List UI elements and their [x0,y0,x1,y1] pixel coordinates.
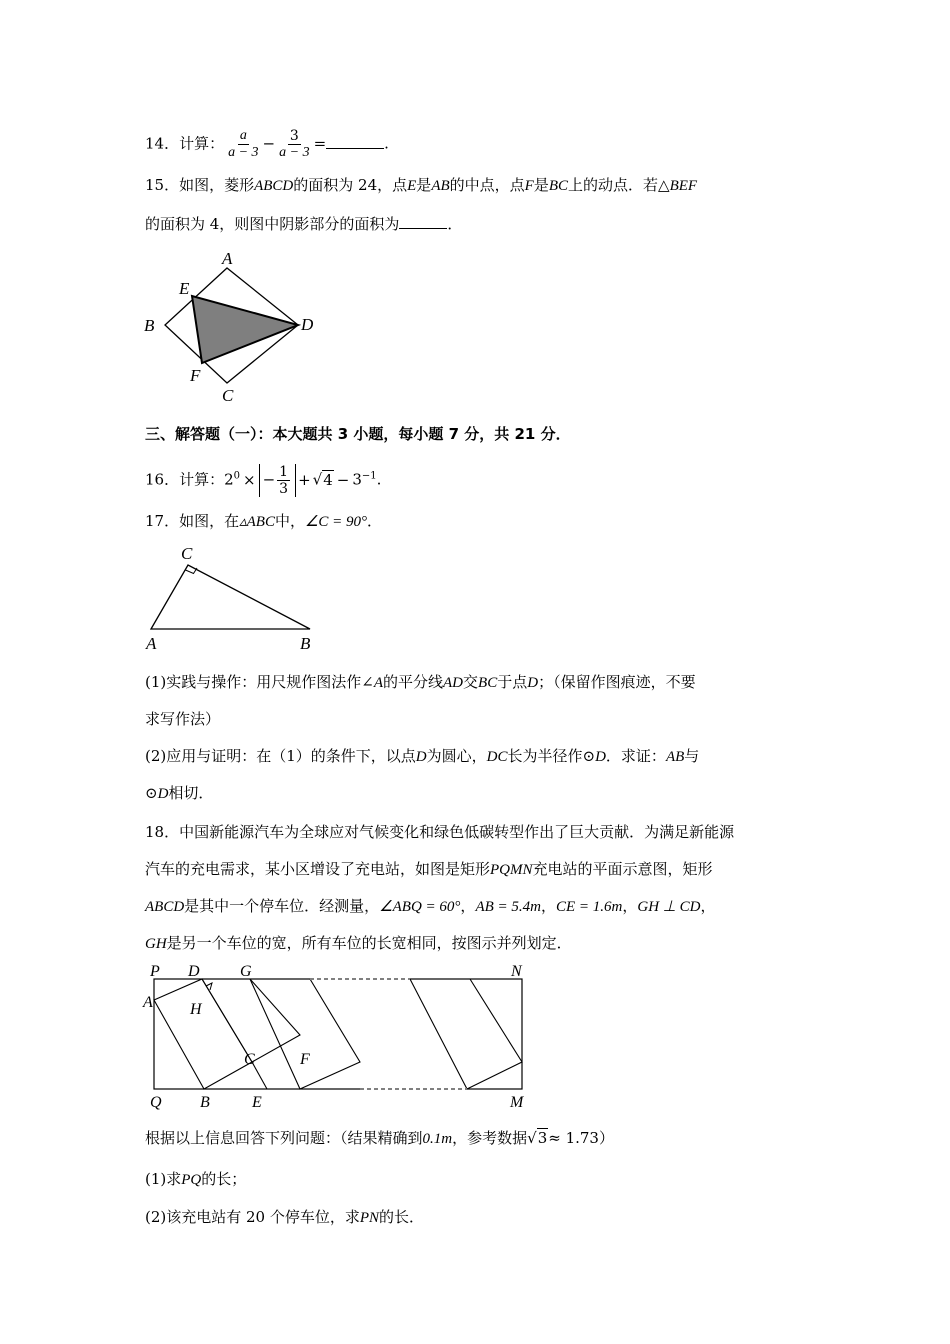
q14-fraction-1: $\frac{a}{a - 3}$ [228,128,259,160]
label-P: P [150,963,160,980]
label-C: C [244,1051,255,1068]
label-C: C [222,386,234,405]
q18-info-line: 根据以上信息回答下列问题：（结果精确到0.1m，参考数据√3≈ 1.73） [145,1129,614,1147]
label-M: M [510,1094,524,1110]
q17-line: 17．如图，在▵ABC中，∠C = 90°． [145,512,383,530]
q17-part1-line-1: (1)实践与操作：用尺规作图法作∠A的平分线AD交BC于点D；（保留作图痕迹，不要 [145,673,696,691]
q15-answer-blank [399,214,447,229]
q14-fraction-2: $\frac{3}{a - 3}$ [279,128,310,160]
label-Q: Q [150,1094,162,1110]
q16-line: 16．计算：$2^0$ × − $\frac{1}{3}$ + $√4 - 3^{-1}$. [145,464,382,497]
label-B: B [200,1094,210,1110]
label-A: A [143,994,153,1011]
label-N: N [511,963,522,980]
q18-line-3: ABCD是其中一个停车位．经测量，∠ABQ = 60°，AB = 5.4m，CE = 1.6m，GH ⊥ CD， [145,897,716,915]
label-E: E [252,1094,262,1110]
shaded-triangle [192,296,298,363]
label-B: B [144,316,155,335]
label-D: D [301,315,314,334]
q15-rhombus-figure [135,240,335,410]
label-E: E [179,279,190,298]
q14-line: 14．计算： $\frac{a}{a - 3}$ − $\frac{3}{a - 3}$ = . [145,128,389,160]
label-H: H [190,1001,202,1018]
q15-line-1: 15．如图，菱形ABCD的面积为 24，点E是AB的中点，点F是BC上的动点．若△BEF [145,176,698,194]
q17-triangle-figure [140,540,330,655]
q18-line-1: 18．中国新能源汽车为全球应对气候变化和绿色低碳转型作出了巨大贡献．为满足新能源 [145,823,735,841]
q18-line-4: GH是另一个车位的宽，所有车位的长宽相同，按图示并列划定． [145,934,572,952]
section-3-title: 三、解答题（一）：本大题共 3 小题，每小题 7 分，共 21 分． [145,425,571,443]
q18-parking-figure [140,958,540,1110]
q17-part1-line-2: 求写作法） [145,710,221,728]
parking-space-ABCD [154,979,252,1089]
label-G: G [240,963,252,980]
q18-line-2: 汽车的充电需求，某小区增设了充电站，如图是矩形PQMN充电站的平面示意图，矩形 [145,860,713,878]
q16-sqrt: √4 [312,470,333,489]
label-A: A [222,249,233,268]
q16-absolute-value: − $\frac{1}{3}$ [259,464,297,497]
right-triangle [151,565,310,629]
q14-answer-blank [326,134,384,149]
parking-space-last [410,979,522,1089]
sqrt-3: √3 [527,1129,548,1147]
label-A: A [146,634,157,653]
q14-number: 14．计算： [145,134,225,153]
q18-part1: (1)求PQ的长； [145,1170,247,1188]
parking-space-3 [250,979,360,1089]
q17-part2-line-2: ⊙D相切． [145,784,214,802]
parking-space-2 [202,979,300,1062]
label-D: D [188,963,200,980]
q17-part2-line-1: (2)应用与证明：在（1）的条件下，以点D为圆心，DC长为半径作⊙D．求证：AB与 [145,747,700,765]
label-C: C [181,544,193,563]
q15-line-2: 的面积为 4，则图中阴影部分的面积为 ． [145,215,463,233]
label-F: F [300,1051,310,1068]
q18-part2: (2)该充电站有 20 个停车位，求PN的长． [145,1208,425,1226]
label-F: F [190,366,201,385]
label-B: B [300,634,311,653]
